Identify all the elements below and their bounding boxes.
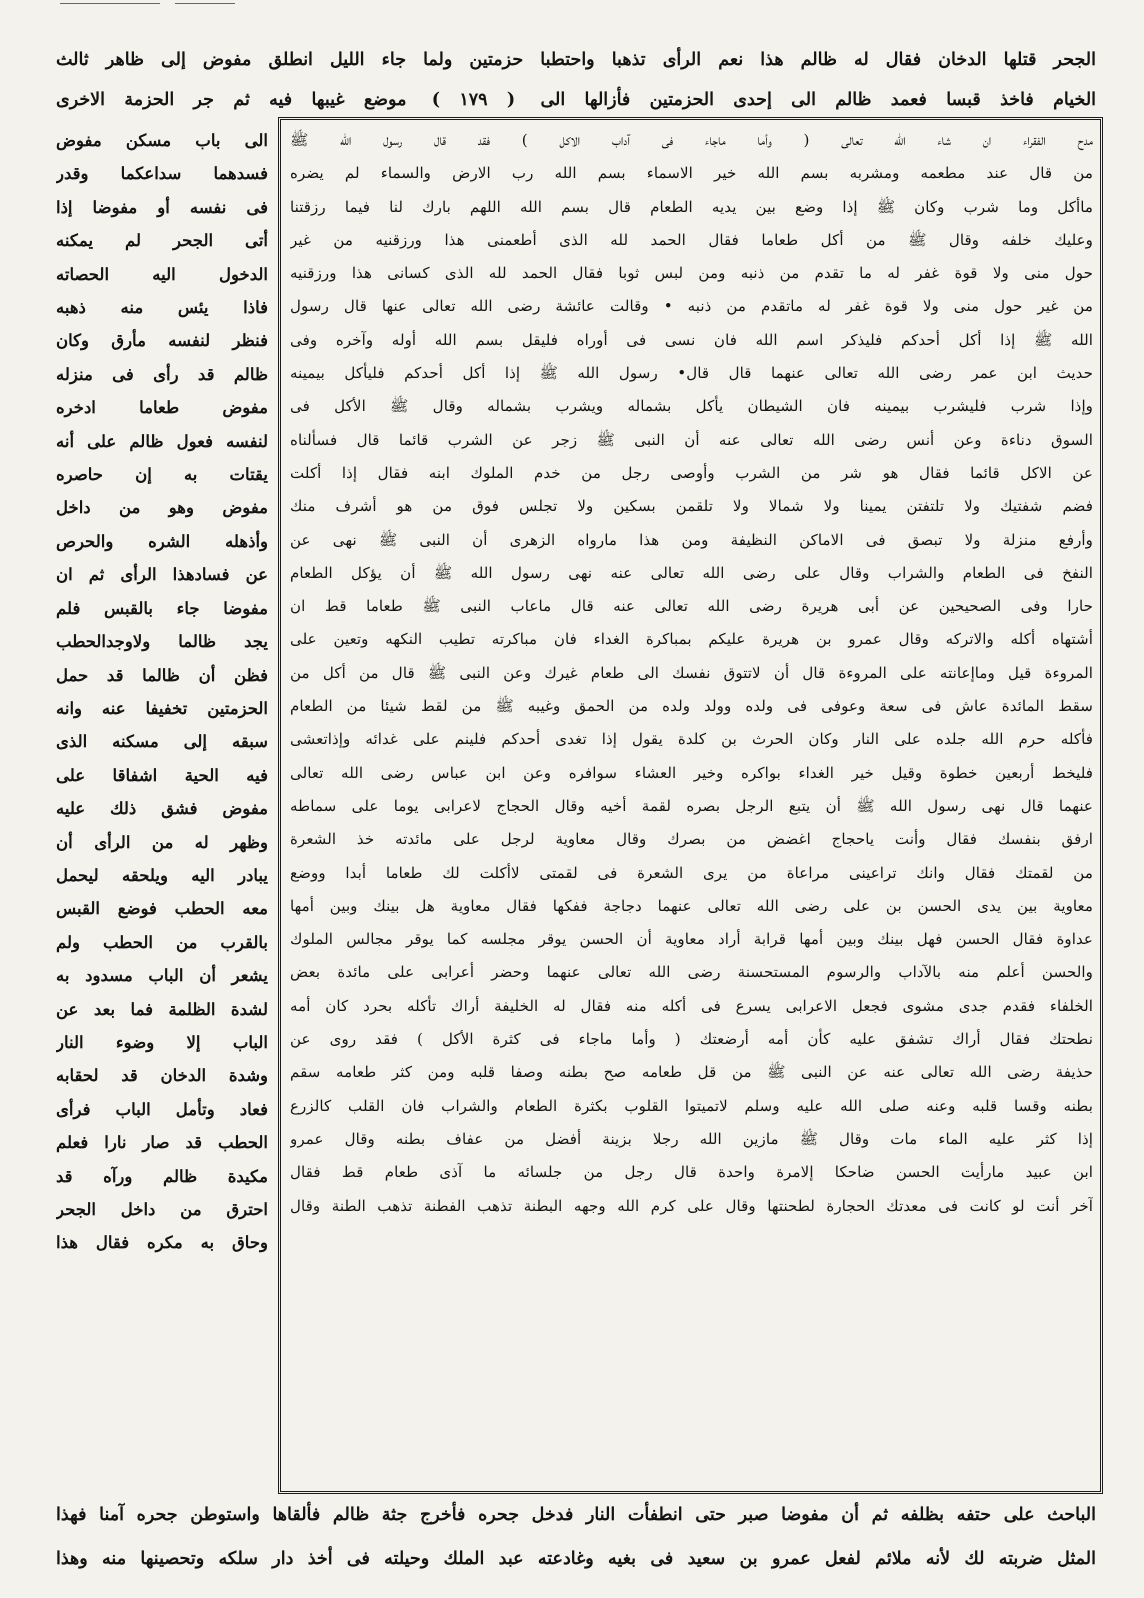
side-line: الحزمتين تخفيفا عنه وانه (56, 698, 268, 718)
commentary-line: فليخط أربعين خطوة وقيل خير الغداء بواكره وخير العشاء سوافره وعن ابن عباس رضى الله تعالى (290, 763, 1093, 782)
side-line: يبادر اليه ويلحقه ليحمل (56, 865, 268, 885)
commentary-line: حذيفة رضى الله تعالى عنه عن النبى ﷺ من قل طعامه صح بطنه وصفا قلبه ومن كثر طعامه سقم (290, 1063, 1093, 1082)
commentary-line: سقط المائدة عاش فى سعة وعوفى فى ولده وولد ولده من الحمق وغيبه ﷺ من لقط شيئا من الطعام (290, 697, 1093, 716)
side-line: يقتات به إن حاصره (56, 465, 268, 485)
side-line: أتى الجحر لم يمكنه (56, 231, 268, 251)
side-line: الى باب مسكن مفوض (56, 131, 268, 150)
commentary-line: وإذا شرب فليشرب بيمينه فان الشيطان يأكل بشماله ويشرب بشماله وقال ﷺ الأكل فى (290, 397, 1093, 416)
commentary-line: المروءة قيل وماإعانته على المروءة قال أن لاتتوق نفسك الى طعام غيرك وعن النبى ﷺ قال من أكل من (290, 663, 1093, 682)
commentary-line: حارا وفى الصحيحين عن أبى هريرة رضى الله تعالى عنه قال ماعاب النبى ﷺ طعاما قط ان (290, 597, 1093, 616)
side-line: يشعر أن الباب مسدود به (56, 966, 268, 986)
side-line: يجد ظالما ولاوجدالحطب (56, 632, 268, 652)
side-line: بالقرب من الحطب ولم (56, 932, 268, 952)
side-line: وشدة الدخان قد لحقابه (56, 1066, 268, 1086)
commentary-line: فضم شفتيك ولا تلتفتن يمينا ولا شمالا ولا تلقمن بسكين ولا تجلس فوق من هو أشرف منك (290, 497, 1093, 516)
side-column (56, 124, 268, 1492)
commentary-line: ابن عبيد مارأيت الحسن ضاحكا إلامرة واحدة قال رجل من جلسائه ما آذى طعام قط فقال (290, 1163, 1093, 1182)
side-line: فسدهما سداعكما وقدر (56, 164, 268, 184)
header-line: الجحر قتلها الدخان فقال له ظالم هذا نعم الرأى تذهبا واحتطبا حزمتين ولما جاء الليل انطلق مفوض إلى ظاهر ثالث (56, 50, 1096, 70)
side-line: الدخول اليه الحصاته (56, 264, 268, 284)
commentary-line: من لقمتك فقال وانك تراعينى مراعاة من يرى الشعرة فى لقمتى لاأكلت لك طعاما أبدا ووضع (290, 863, 1093, 882)
commentary-line: معاوية بين يدى الحسن بن على رضى الله تعالى عنهما دجاجة ففكها فقال معاوية هل بينك وبين أمها (290, 896, 1093, 915)
side-line: مفوض طعاما ادخره (56, 398, 268, 418)
side-line: الحطب قد صار نارا فعلم (56, 1133, 268, 1153)
commentary-line: ماأكل وما شرب وكان ﷺ إذا وضع بين يديه الطعام قال بسم الله اللهم بارك لنا فيما رزقتنا (290, 197, 1093, 216)
commentary-line: والحسن أعلم منه بالآداب والرسوم المستحسنة رضى الله تعالى عنهما وحضر أعرابى على مائدة بعض (290, 963, 1093, 982)
footer-line: الباحث على حتفه بظلفه ثم أن مفوضا صبر حتى انطفأت النار فدخل جحره فأخرج جثة ظالم فألقاها واستوطن جحره آمنا فهذا (56, 1505, 1096, 1525)
commentary-line: مدح الفقراء ان شاء الله تعالى ( وأما ماجاء فى آداب الاكل ) فقد قال رسول الله ﷺ (290, 131, 1093, 149)
page-header (56, 40, 1096, 120)
side-line: مفوض وهو من داخل (56, 498, 268, 518)
commentary-line: وأرفع منزلة ولا تبصق فى الاماكن النظيفة ومن هذا مارواه الزهرى أن النبى ﷺ نهى عن (290, 530, 1093, 549)
commentary-column (290, 124, 1093, 1490)
page-footer (56, 1493, 1096, 1581)
side-line: فيه الحية اشفاقا على (56, 765, 268, 785)
commentary-line: حديث ابن عمر رضى الله تعالى عنهما قال قال• رسول الله ﷺ إذا أكل أحدكم فليأكل بيمينه (290, 364, 1093, 383)
side-line: لشدة الظلمة فما بعد عن (56, 999, 268, 1019)
commentary-line: من قال عند مطعمه ومشربه بسم الله خير الاسماء بسم الله رب الارض والسماء لم يضره (290, 164, 1093, 183)
side-line: سبقه إلى مسكنه الذى (56, 732, 268, 752)
commentary-line: السوق دناءة وعن أنس رضى الله تعالى عنه أن النبى ﷺ زجر عن الشرب قائما قال فسألناه (290, 430, 1093, 449)
commentary-line: بطنه وقسا قلبه وعنه صلى الله عليه وسلم لاتميتوا القلوب بكثرة الطعام والشراب فان القلب كالزرع (290, 1096, 1093, 1115)
commentary-line: عنهما قال نهى رسول الله ﷺ أن يتبع الرجل بصره لقمة أخيه وقال الحجاج لاعرابى يوما على سماطه (290, 796, 1093, 815)
side-line: مكيدة ظالم ورآه قد (56, 1166, 268, 1186)
side-line: ظالم قد رأى فى منزله (56, 364, 268, 384)
commentary-line: وعليك خلفه وقال ﷺ من أكل طعاما فقال الحمد لله الذى أطعمنى هذا ورزقنيه من غير (290, 230, 1093, 249)
commentary-line: فأكله حرم الله جلده على النار وكان الحرث بن كلدة يقول إذا تغدى أحدكم فلينم على غدائه وإذاتعشى (290, 730, 1093, 749)
side-line: الباب إلا وضوء النار (56, 1032, 268, 1052)
side-line: فاذا يئس منه ذهبه (56, 298, 268, 318)
commentary-line: عن الاكل قائما فقال هو شر من الشرب وأوصى رجل من خدم الملوك ابنه فقال إذا أكلت (290, 463, 1093, 482)
commentary-line: أشتهاه أكله والاتركه وقال عمرو بن هريرة عليكم بمباكرة الغداء فان مباكرته تطيب النكهه وتعين على (290, 630, 1093, 649)
side-line: احترق من داخل الجحر (56, 1200, 268, 1219)
side-line: فعاد وتأمل الباب فرأى (56, 1099, 268, 1119)
side-line: فنظر لنفسه مأرق وكان (56, 331, 268, 351)
header-line-with-page-number (56, 80, 1096, 120)
commentary-line: حول منى ولا قوة غفر له ما تقدم من ذنبه ومن لبس ثوبا فقال الحمد لله الذى كسانى هذا ورزقنيه (290, 264, 1093, 283)
side-line: فظن أن ظالما قد حمل (56, 665, 268, 685)
commentary-line: إذا كثر عليه الماء مات وقال ﷺ مازين الله رجلا بزينة أفضل من عفاف بطنه وقال عمرو (290, 1129, 1093, 1148)
commentary-line: الخلفاء فقدم جدى مشوى فجعل الاعرابى يسرع فى أكله منه فقال له الخليفة أراك تأكله بحرد كان أمه (290, 996, 1093, 1015)
side-line: مفوضا جاء بالقبس فلم (56, 598, 268, 618)
side-line: مفوض فشق ذلك عليه (56, 799, 268, 819)
top-rule (0, 0, 1144, 6)
commentary-line: نطحتك فقال أراك تشفق عليه كأن أمه أرضعتك ( وأما ماجاء فى كثرة الأكل ) فقد روى عن (290, 1030, 1093, 1049)
commentary-line: الله ﷺ إذا أكل أحدكم فليذكر اسم الله فان نسى فى أوراه فليقل بسم الله أوله وآخره وفى (290, 330, 1093, 349)
side-line: لنفسه فعول ظالم على أنه (56, 431, 268, 451)
footer-line: المثل ضربته لك لأنه ملائم لفعل عمرو بن سعيد فى بغيه وغادعته عبد الملك وحيلته فى أخذ دار سلكه وتحصينها منه وهذا (56, 1549, 1096, 1569)
side-line: وحاق به مكره فقال هذا (56, 1233, 268, 1253)
commentary-line: آخر أنت لو كانت فى معدتك الحجارة لطحنتها وقال على كرم الله وجهه البطنة تذهب الفطنة تذهب الطنة وقال (290, 1196, 1093, 1215)
commentary-line: النفخ فى الطعام والشراب وقال على رضى الله تعالى عنه نهى رسول الله ﷺ أن يؤكل الطعام (290, 563, 1093, 582)
side-line: معه الحطب فوضع القبس (56, 899, 268, 919)
commentary-line: من غير حول منى ولا قوة غفر له ماتقدم من ذنبه • وقالت عائشة رضى الله تعالى عنها قال رسول (290, 297, 1093, 316)
commentary-line: ارفق بنفسك فقال وأنت ياحجاج اغضض من بصرك وقال معاوية لرجل على مائدته خذ الشعرة (290, 830, 1093, 849)
page-number: ( ١٧٩ ) (431, 90, 516, 110)
header-line-part: موضع غيبها فيه ثم جر الحزمة الاخرى (56, 90, 407, 110)
side-line: وظهر له من الرأى أن (56, 832, 268, 852)
commentary-line: عداوة فقال الحسن فهل بينك وبين أمها قرابة أراد معاوية أن الحسن يوقر مجلسه كما يوقر مجالس الملوك (290, 930, 1093, 949)
side-line: وأذهله الشره والحرص (56, 531, 268, 551)
header-line-part: الخيام فاخذ قبسا فعمد ظالم الى إحدى الحزمتين فأزالها الى (540, 90, 1096, 110)
side-line: عن فسادهذا الرأى ثم ان (56, 565, 268, 585)
side-line: فى نفسه أو مفوضا إذا (56, 197, 268, 217)
